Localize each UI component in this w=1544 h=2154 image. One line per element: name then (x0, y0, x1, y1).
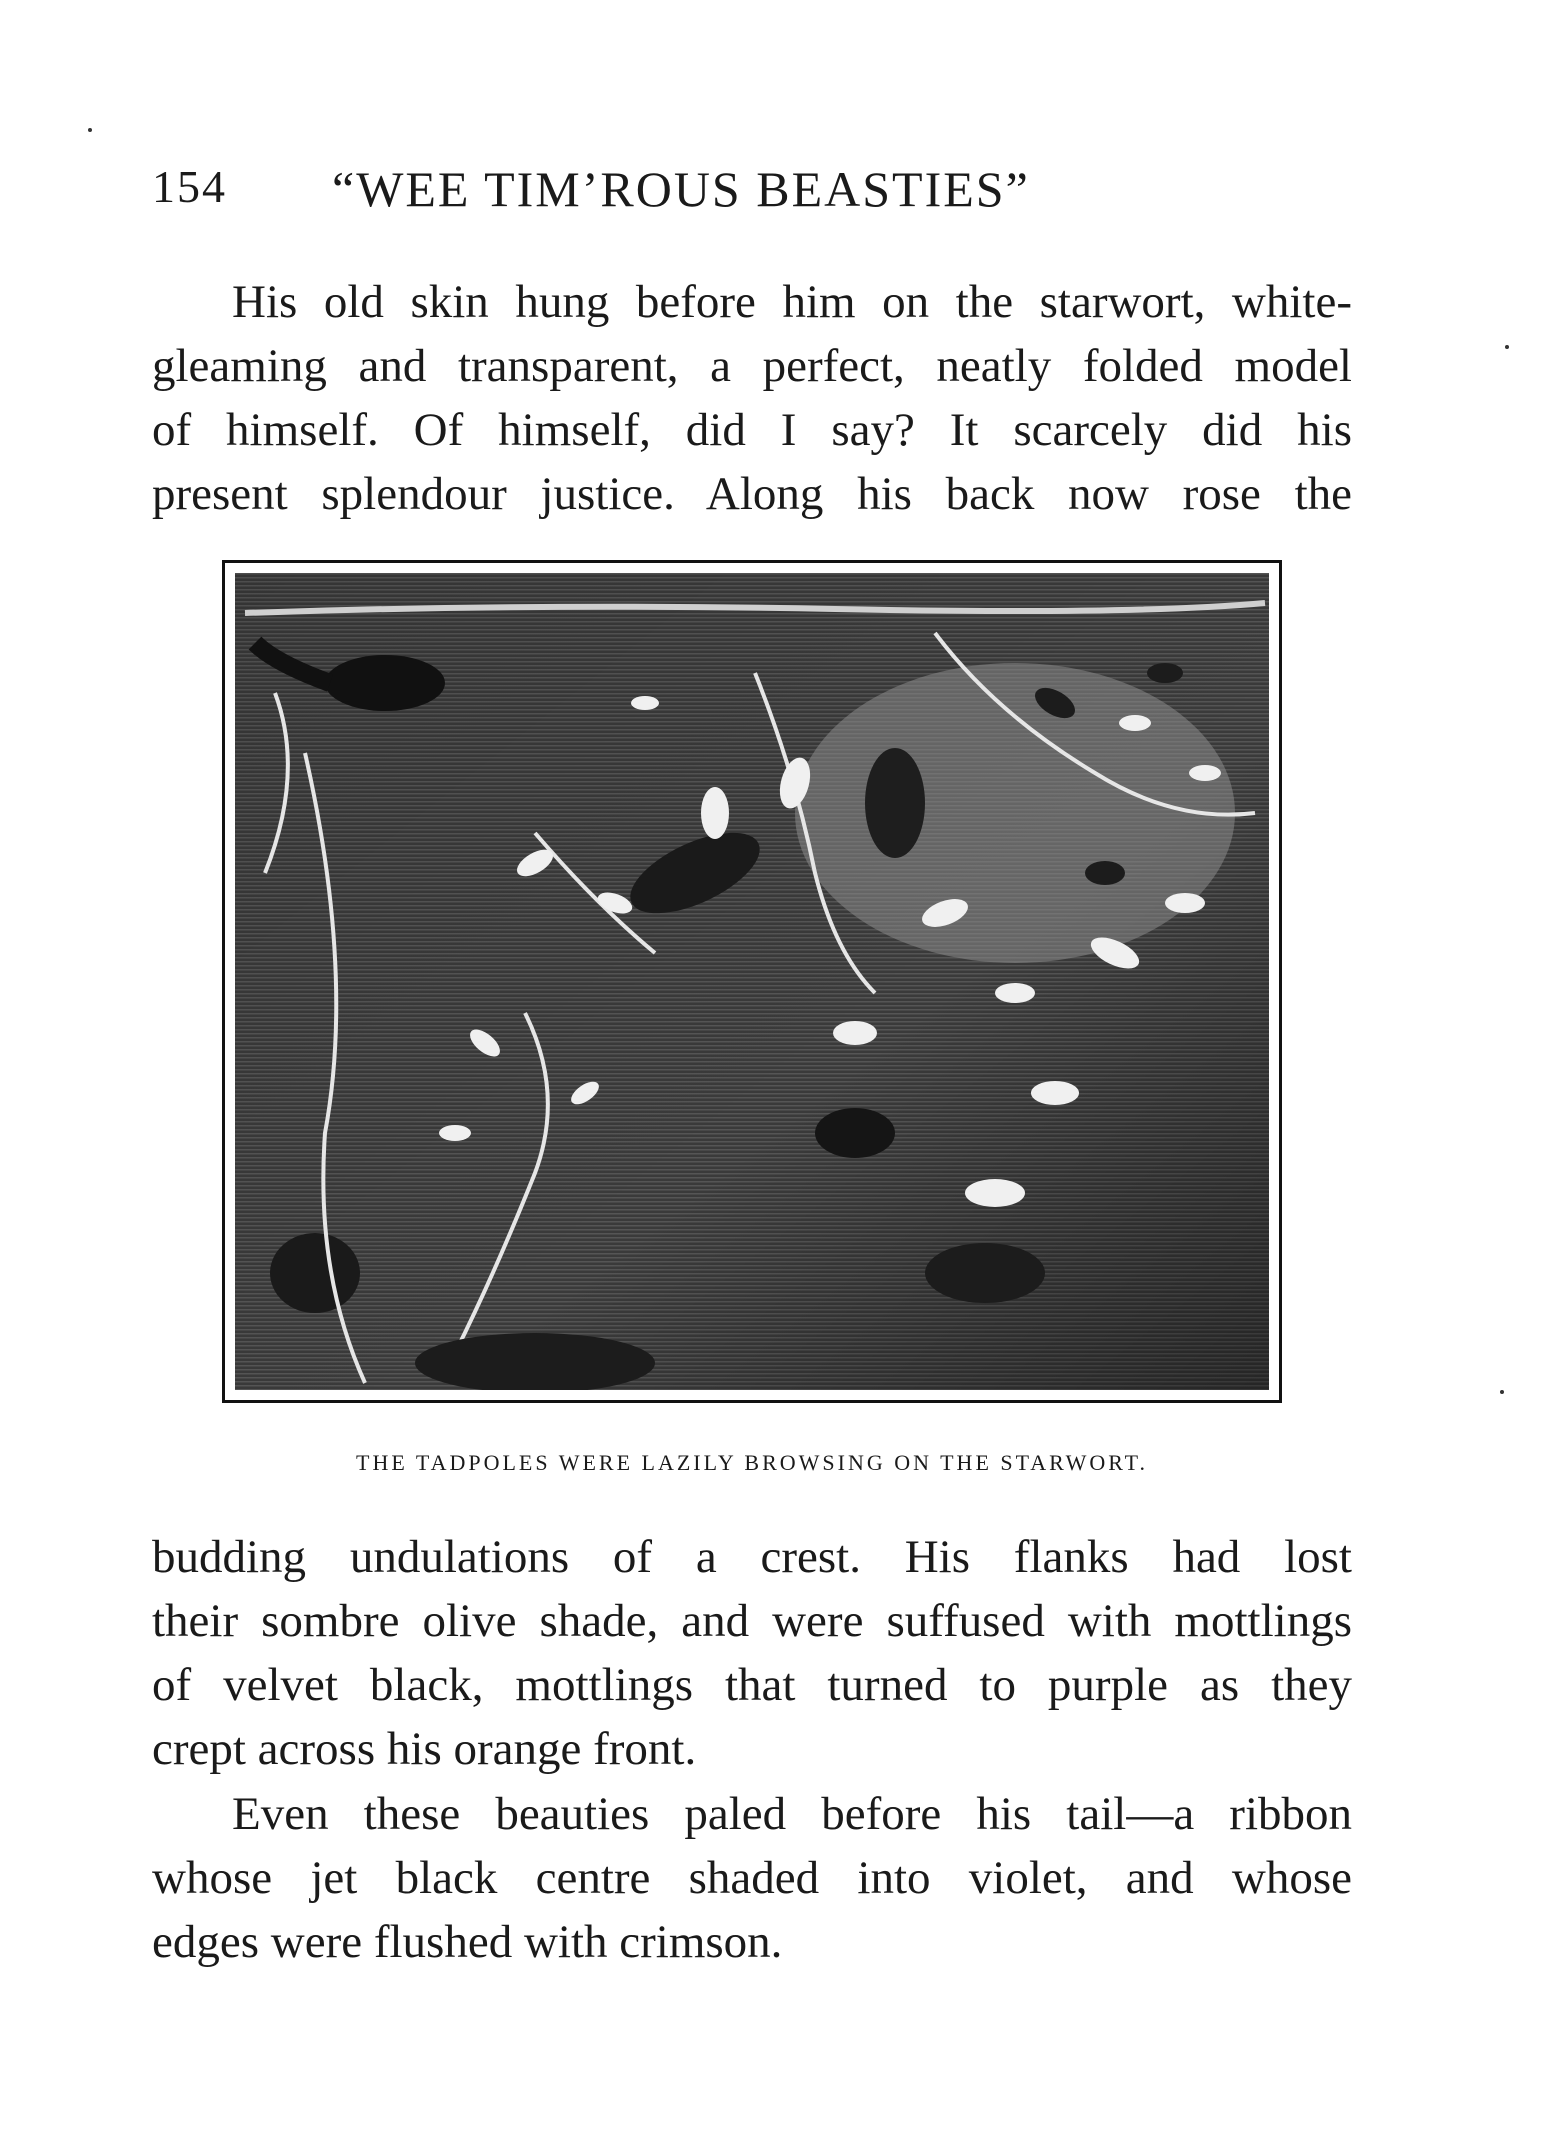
paragraph-1 (152, 270, 1352, 526)
text-line: budding undulations of a crest. His flanks had lost (152, 1531, 1352, 1583)
figure-caption: THE TADPOLES WERE LAZILY BROWSING ON THE STARWORT. (356, 1450, 1148, 1475)
text-line: crept across his orange front. (152, 1723, 697, 1775)
running-title: “WEE TIM’ROUS BEASTIES” (332, 161, 1030, 217)
ink-speck (1505, 345, 1509, 349)
ink-speck (1500, 1390, 1504, 1394)
text-line: whose jet black centre shaded into violet, and whose (152, 1852, 1352, 1904)
page-number: 154 (152, 161, 227, 212)
text-line: gleaming and transparent, a perfect, neatly folded model (152, 340, 1352, 392)
text-line: His old skin hung before him on the starwort, white- (232, 276, 1352, 328)
photo-illustration (235, 573, 1269, 1390)
text-line: edges were flushed with crimson. (152, 1916, 783, 1968)
page-header (152, 160, 1362, 230)
paragraph-3 (152, 1782, 1352, 1974)
text-line: their sombre olive shade, and were suffused with mottlings (152, 1595, 1352, 1647)
tadpole-photograph (222, 560, 1282, 1403)
ink-speck (88, 128, 92, 132)
text-line: of velvet black, mottlings that turned to purple as they (152, 1659, 1352, 1711)
text-line: Even these beauties paled before his tail—a ribbon (232, 1788, 1352, 1840)
text-line: of himself. Of himself, did I say? It scarcely did his (152, 404, 1352, 456)
paragraph-2 (152, 1525, 1352, 1781)
text-line: present splendour justice. Along his back now rose the (152, 468, 1352, 520)
